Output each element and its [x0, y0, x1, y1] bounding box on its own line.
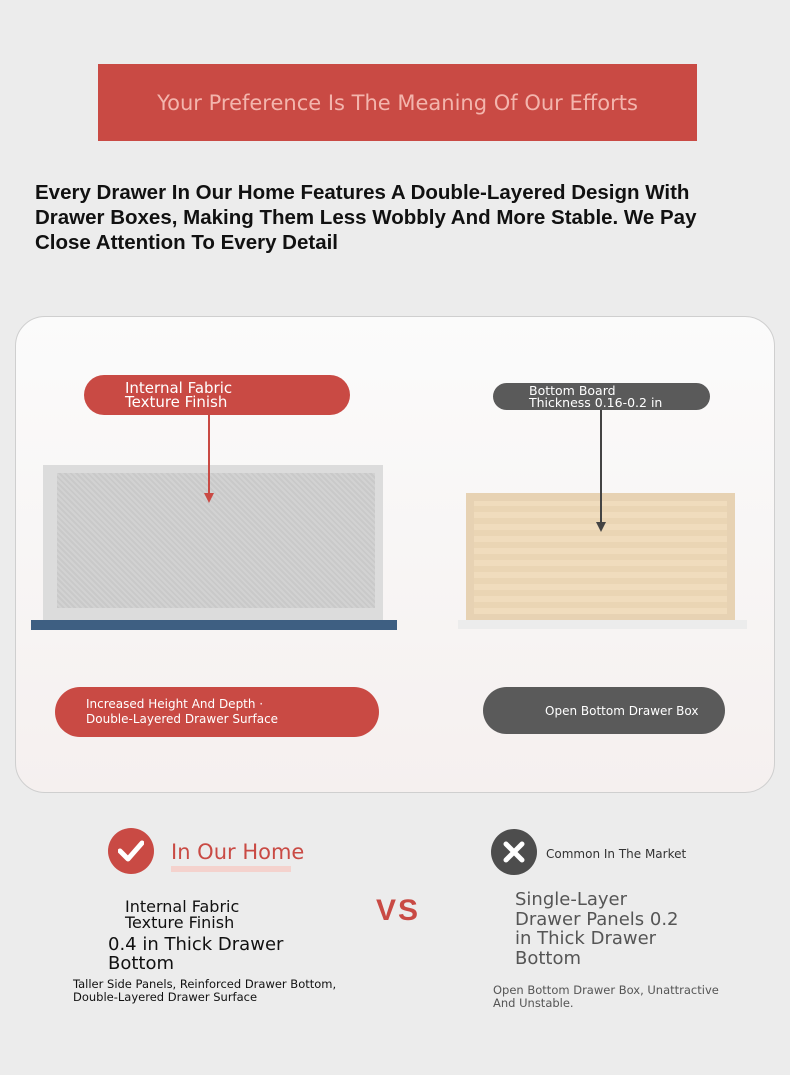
market-heading: Common In The Market	[546, 847, 687, 861]
tag-line: Internal Fabric	[125, 379, 233, 397]
tag-line: Open Bottom Drawer Box	[545, 703, 699, 718]
arrow-head-icon	[204, 493, 214, 503]
banner-title: Your Preference Is The Meaning Of Our Efforts	[157, 90, 638, 115]
cross-icon	[491, 829, 537, 875]
ours-feature-3: Taller Side Panels, Reinforced Drawer Bottom, Double-Layered Drawer Surface	[73, 977, 337, 1004]
ours-feature-2: 0.4 in Thick Drawer Bottom	[108, 934, 284, 974]
tag-line: Bottom Board	[529, 382, 616, 398]
header-banner	[98, 64, 697, 141]
tag-line: Thickness 0.16-0.2 in	[529, 394, 663, 410]
arrow-head-icon	[596, 522, 606, 532]
heading-underline	[171, 866, 291, 872]
tag-line: Texture Finish	[125, 393, 228, 411]
market-feature-2: Open Bottom Drawer Box, Unattractive And Unstable.	[493, 983, 719, 1010]
tag-line: Double-Layered Drawer Surface	[86, 712, 279, 726]
board-arrow	[600, 410, 602, 523]
ours-feature-1: Internal Fabric Texture Finish	[125, 897, 240, 932]
ours-heading: In Our Home	[171, 840, 305, 864]
height-depth-tag	[55, 687, 379, 737]
vs-label: VS	[376, 894, 421, 927]
market-feature-1: Single-Layer Drawer Panels 0.2 in Thick Drawer Bottom	[515, 889, 679, 969]
intro-text: Every Drawer In Our Home Features A Double-Layered Design With Drawer Boxes, Making Them Less Wobbly And More Stable. We Pay Close Attention To Every Detail	[35, 181, 697, 254]
fabric-arrow	[208, 415, 210, 495]
board-thickness-tag	[493, 383, 710, 410]
fabric-drawer-image	[43, 465, 383, 620]
tag-line: Increased Height And Depth ·	[86, 697, 264, 711]
drawer-base	[31, 620, 397, 630]
open-bottom-tag	[483, 687, 725, 734]
check-icon	[108, 828, 154, 874]
drawer-base	[458, 620, 747, 629]
fabric-finish-tag	[84, 375, 350, 415]
